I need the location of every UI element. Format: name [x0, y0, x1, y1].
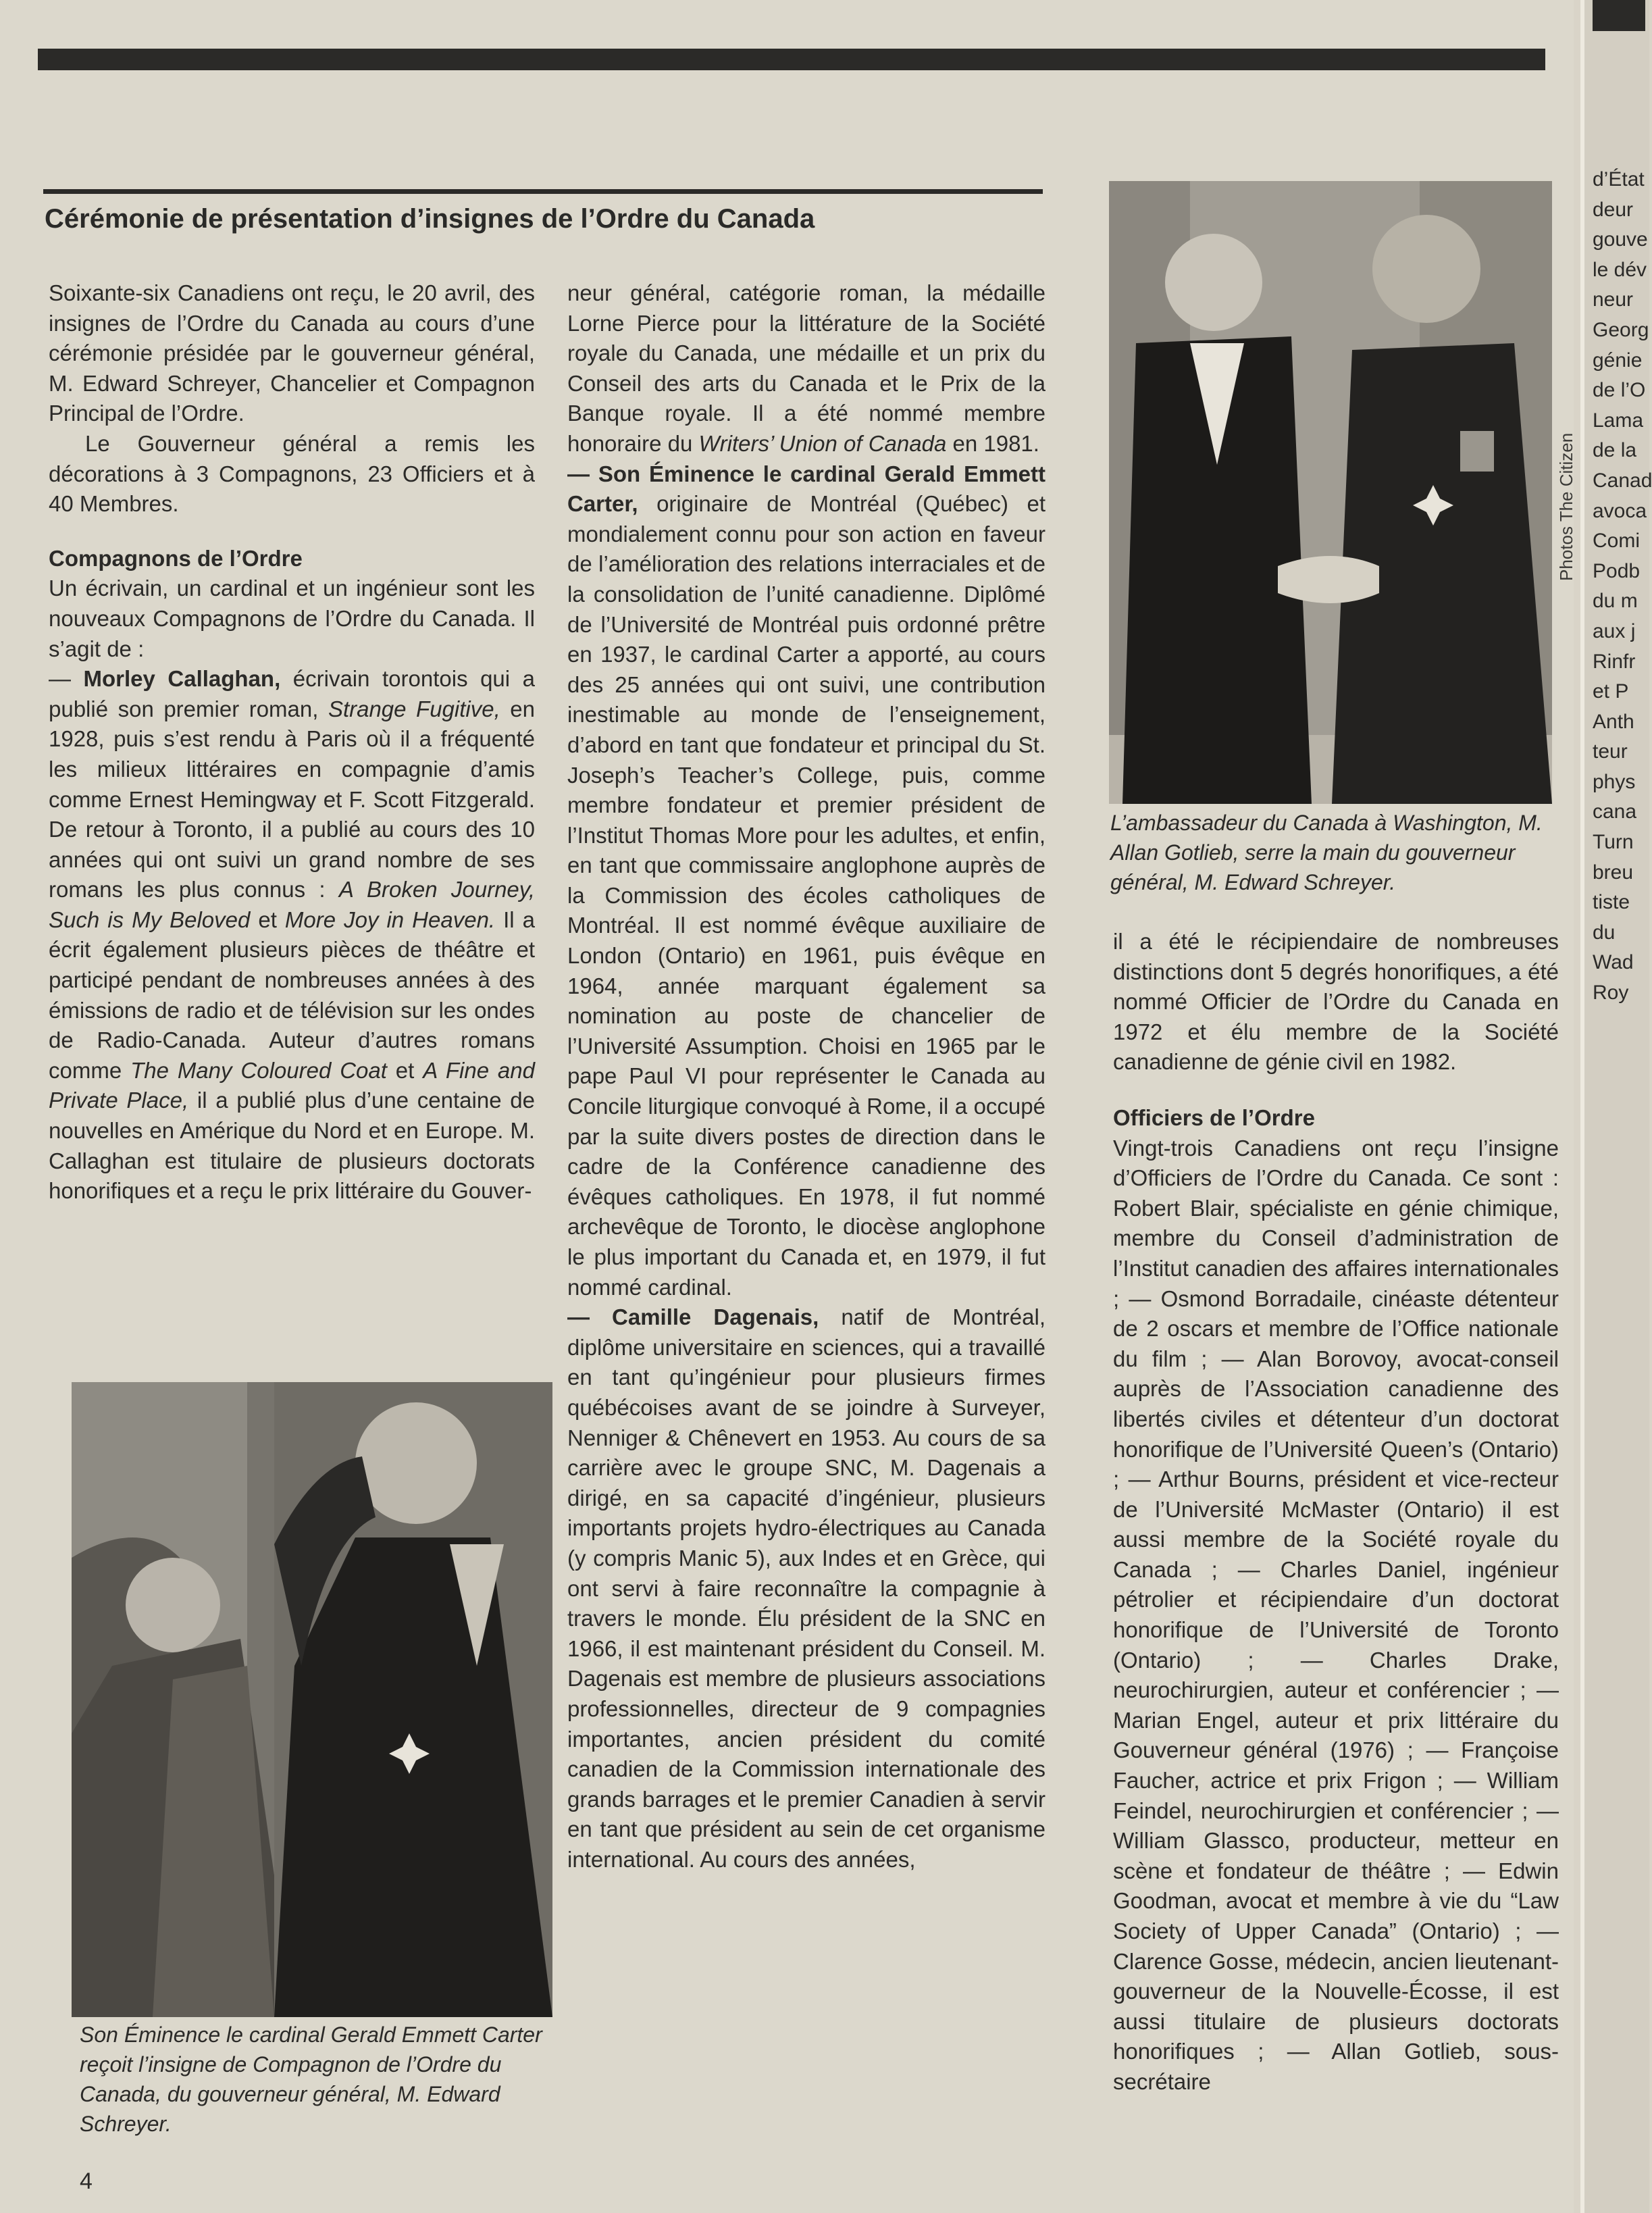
facing-page-line: le dév [1593, 258, 1647, 281]
book-title: More Joy in Heaven. [284, 907, 496, 932]
carter-name: — Son Éminence le cardinal Gerald Emmett Carter, [567, 461, 1046, 517]
callaghan-name: Morley Callaghan, [83, 666, 281, 692]
facing-page-line: et P [1593, 680, 1629, 703]
facing-page-line: gouve [1593, 228, 1648, 251]
book-title: The Many Coloured Coat [130, 1057, 387, 1083]
dagenais-text: natif de Montréal, diplôme universitaire en sciences, qui a travaillé en tant qu’ingénieur pour plusieurs firmes québécoises avant de se joindre à Surveyer, Nenniger & Chênevert en 1953. Au cours de sa carrière avec le groupe SNC, M. Dagenais a dirigé, en sa capacité d’ingénieur, plusieurs importants projets hydro-électriques au Canada (y compris Manic 5), aux Indes et en Grèce, qui ont servi à faire reconnaître la compagnie à travers le monde. Élu président de la SNC en 1966, il est maintenant président du Conseil. M. Dagenais est membre de plusieurs associations professionnelles, directeur de 9 compagnies importantes, ancien président du comité canadien de la Commission internationale des grands barrages et le premier Canadien à servir en tant que président au sein de cet organisme international. Au cours des années, [567, 1304, 1046, 1872]
companions-heading: Compagnons de l’Ordre [49, 545, 303, 571]
facing-page-line: Anth [1593, 710, 1634, 733]
facing-page-line: du m [1593, 590, 1638, 613]
dagenais-continued: il a été le récipiendaire de nombreuses distinctions dont 5 degrés honorifiques, a été nommé Officier de l’Ordre du Canada en 1972 et élu membre de la Société canadienne de génie civil en 1982. [1113, 929, 1559, 1075]
officers-heading: Officiers de l’Ordre [1113, 1104, 1315, 1130]
facing-page-line: Canad [1593, 469, 1652, 492]
dagenais-paragraph [567, 1302, 1046, 1875]
carter-paragraph [567, 459, 1046, 1303]
facing-page-line: tiste [1593, 891, 1630, 914]
facing-page-line: Comi [1593, 530, 1641, 553]
facing-page-line: Wad [1593, 951, 1634, 974]
facing-page-text [1593, 165, 1652, 1009]
conjunction: et [250, 907, 285, 932]
callaghan-text-4: il a publié plus d’une centaine de nouvelles en Amérique du Nord et en Europe. M. Callaghan est titulaire de plusieurs doctorats honorifiques et a reçu le prix littéraire du Gouver- [49, 1088, 535, 1204]
carter-ceremony-illustration [72, 1382, 552, 2017]
book-title: A Fine and Private Place, [49, 1057, 535, 1113]
conjunction: et [386, 1057, 423, 1083]
column-3 [1113, 927, 1559, 2097]
callaghan-text-2: en 1928, puis s’est rendu à Paris où il a fréquenté les milieux littéraires en compagnie d’amis comme Ernest Hemingway et F. Scott Fitzgerald. De retour à Toronto, il a publié au cours des 10 années qui ont suivi un grand nombre de ses romans les plus connus : [49, 696, 535, 902]
page-number: 4 [80, 2168, 93, 2194]
top-rule [38, 49, 1545, 70]
callaghan-continued [567, 278, 1046, 459]
article-title: Cérémonie de présentation d’insignes de l’Ordre du Canada [45, 204, 815, 234]
facing-page-line: breu [1593, 861, 1634, 884]
facing-page-line: Turn [1593, 831, 1634, 854]
callaghan-end: en 1981. [946, 430, 1039, 456]
gotlieb-photo-caption: L’ambassadeur du Canada à Washington, M. Allan Gotlieb, serre la main du gouverneur général, M. Edward Schreyer. [1110, 811, 1543, 894]
companions-intro: Un écrivain, un cardinal et un ingénieur sont les nouveaux Compagnons de l’Ordre du Canada. Il s’agit de : [49, 576, 535, 661]
carter-ceremony-photo [72, 1382, 552, 2017]
carter-photo-caption: Son Éminence le cardinal Gerald Emmett Carter reçoit l’insigne de Compagnon de l’Ordre du Canada, du gouverneur général, M. Edward Schreyer. [80, 2023, 542, 2136]
book-title: A Broken Journey, Such is My Beloved [49, 877, 535, 932]
book-title: Strange Fugitive, [328, 696, 500, 721]
heading-rule [43, 189, 1043, 194]
callaghan-paragraph [49, 664, 535, 1206]
column-2 [567, 278, 1046, 1875]
officers-paragraph: Vingt-trois Canadiens ont reçu l’insigne d’Officiers de l’Ordre du Canada. Ce sont : Robert Blair, spécialiste en génie chimique, membre du Conseil d’administration de l’Institut canadien des affaires internationales ; — Osmond Borradaile, cinéaste détenteur de 2 oscars et membre de l’Office nationale du film ; — Alan Borovoy, avocat-conseil auprès de l’Association canadienne des libertés civiles et détenteur d’un doctorat honorifique de l’Université Queen’s (Ontario) ; — Arthur Bourns, président et vice-recteur de l’Université McMaster (Ontario) il est aussi membre de la Société royale du Canada ; — Charles Daniel, ingénieur pétrolier et récipiendaire d’un doctorat honorifique de l’Université de Toronto (Ontario) ; — Charles Drake, neurochirurgien, auteur et conférencier ; — Marian Engel, auteur et prix littéraire du Gouverneur général (1976) ; — Françoise Faucher, actrice et prix Frigon ; — William Feindel, neurochirurgien et conférencier ; — William Glassco, producteur, metteur en scène et fondateur de théâtre ; — Edwin Goodman, avocat et membre à vie du “Law Society of Upper Canada” (Ontario) ; — Clarence Gosse, médecin, ancien lieutenant-gouverneur de la Nouvelle-Écosse, il est aussi titulaire de plusieurs doctorats honorifiques ; — Allan Gotlieb, sous-secrétaire [1113, 1135, 1559, 2094]
facing-page-line: phys [1593, 770, 1636, 793]
facing-page-line: Georg [1593, 318, 1649, 341]
union-name: Writers’ Union of Canada [698, 430, 947, 456]
facing-page-line: deur [1593, 198, 1634, 221]
facing-page-line: du [1593, 921, 1616, 944]
facing-page-line: avoca [1593, 499, 1647, 522]
facing-page-line: de l’O [1593, 379, 1646, 402]
facing-page-rule [1593, 0, 1645, 31]
dash: — [49, 666, 84, 692]
facing-page-line: teur [1593, 740, 1628, 763]
facing-page-line: Lama [1593, 409, 1644, 432]
decorations-paragraph: Le Gouverneur général a remis les décorations à 3 Compagnons, 23 Officiers et à 40 Membres. [49, 430, 535, 517]
facing-page-line: d’État [1593, 168, 1645, 190]
facing-page-line: neur [1593, 288, 1634, 311]
gotlieb-handshake-photo [1109, 181, 1552, 804]
facing-page-line: Rinfr [1593, 650, 1636, 673]
callaghan-text-3: Il a écrit également plusieurs pièces de théâtre et participé pendant de nombreuses années à des émissions de radio et de télévision sur les ondes de Radio-Canada. Auteur d’autres romans comme [49, 907, 535, 1083]
facing-page-edge [1580, 0, 1652, 2213]
column-1 [49, 278, 535, 1206]
facing-page-line: aux j [1593, 619, 1636, 642]
carter-text: originaire de Montréal (Québec) et mondialement connu pour son action en faveur de l’amélioration des relations interraciales et de la consolidation de l’unité canadienne. Diplômé de l’Université de Montréal puis ordonné prêtre en 1937, le cardinal Carter a apporté, au cours des 25 années qui ont suivi, une contribution inestimable au monde de l’enseignement, d’abord en tant que fondateur et principal du St. Joseph’s Teacher’s College, puis, comme membre fondateur et premier président de l’Institut Thomas More pour les adultes, et enfin, en tant que commissaire anglophone auprès de la Commission des écoles catholiques de Montréal. Il est nommé évêque auxiliaire de London (Ontario) en 1961, puis évêque en 1964, année marquant également sa nomination au poste de chancelier de l’Université Assumption. Choisi en 1965 par le pape Paul VI pour représenter le Canada au Concile liturgique convoqué à Rome, il a occupé par la suite divers postes de direction dans le cadre de la Conférence canadienne des évêques catholiques. En 1978, il fut nommé archevêque de Toronto, le diocèse anglophone le plus important du Canada et, en 1979, il fut nommé cardinal. [567, 491, 1046, 1300]
facing-page-line: cana [1593, 800, 1637, 823]
facing-page-line: génie [1593, 349, 1643, 372]
intro-paragraph: Soixante-six Canadiens ont reçu, le 20 avril, des insignes de l’Ordre du Canada au cours d’une cérémonie présidée par le gouverneur général, M. Edward Schreyer, Chancelier et Compagnon Principal de l’Ordre. [49, 280, 535, 426]
dagenais-name: — Camille Dagenais, [567, 1304, 819, 1330]
facing-page-line: Roy [1593, 982, 1629, 1004]
callaghan-text-1: écrivain torontois qui a publié son premier roman, [49, 666, 535, 721]
handshake-illustration [1109, 181, 1552, 804]
facing-page-line: Podb [1593, 559, 1641, 582]
facing-page-line: de la [1593, 439, 1637, 462]
photo-credit: Photos The Citizen [1556, 432, 1576, 581]
callaghan-cont-text: neur général, catégorie roman, la médaille Lorne Pierce pour la littérature de la Société royale du Canada, une médaille et un prix du Conseil des arts du Canada et le Prix de la Banque royale. Il a été nommé membre honoraire du [567, 280, 1046, 456]
